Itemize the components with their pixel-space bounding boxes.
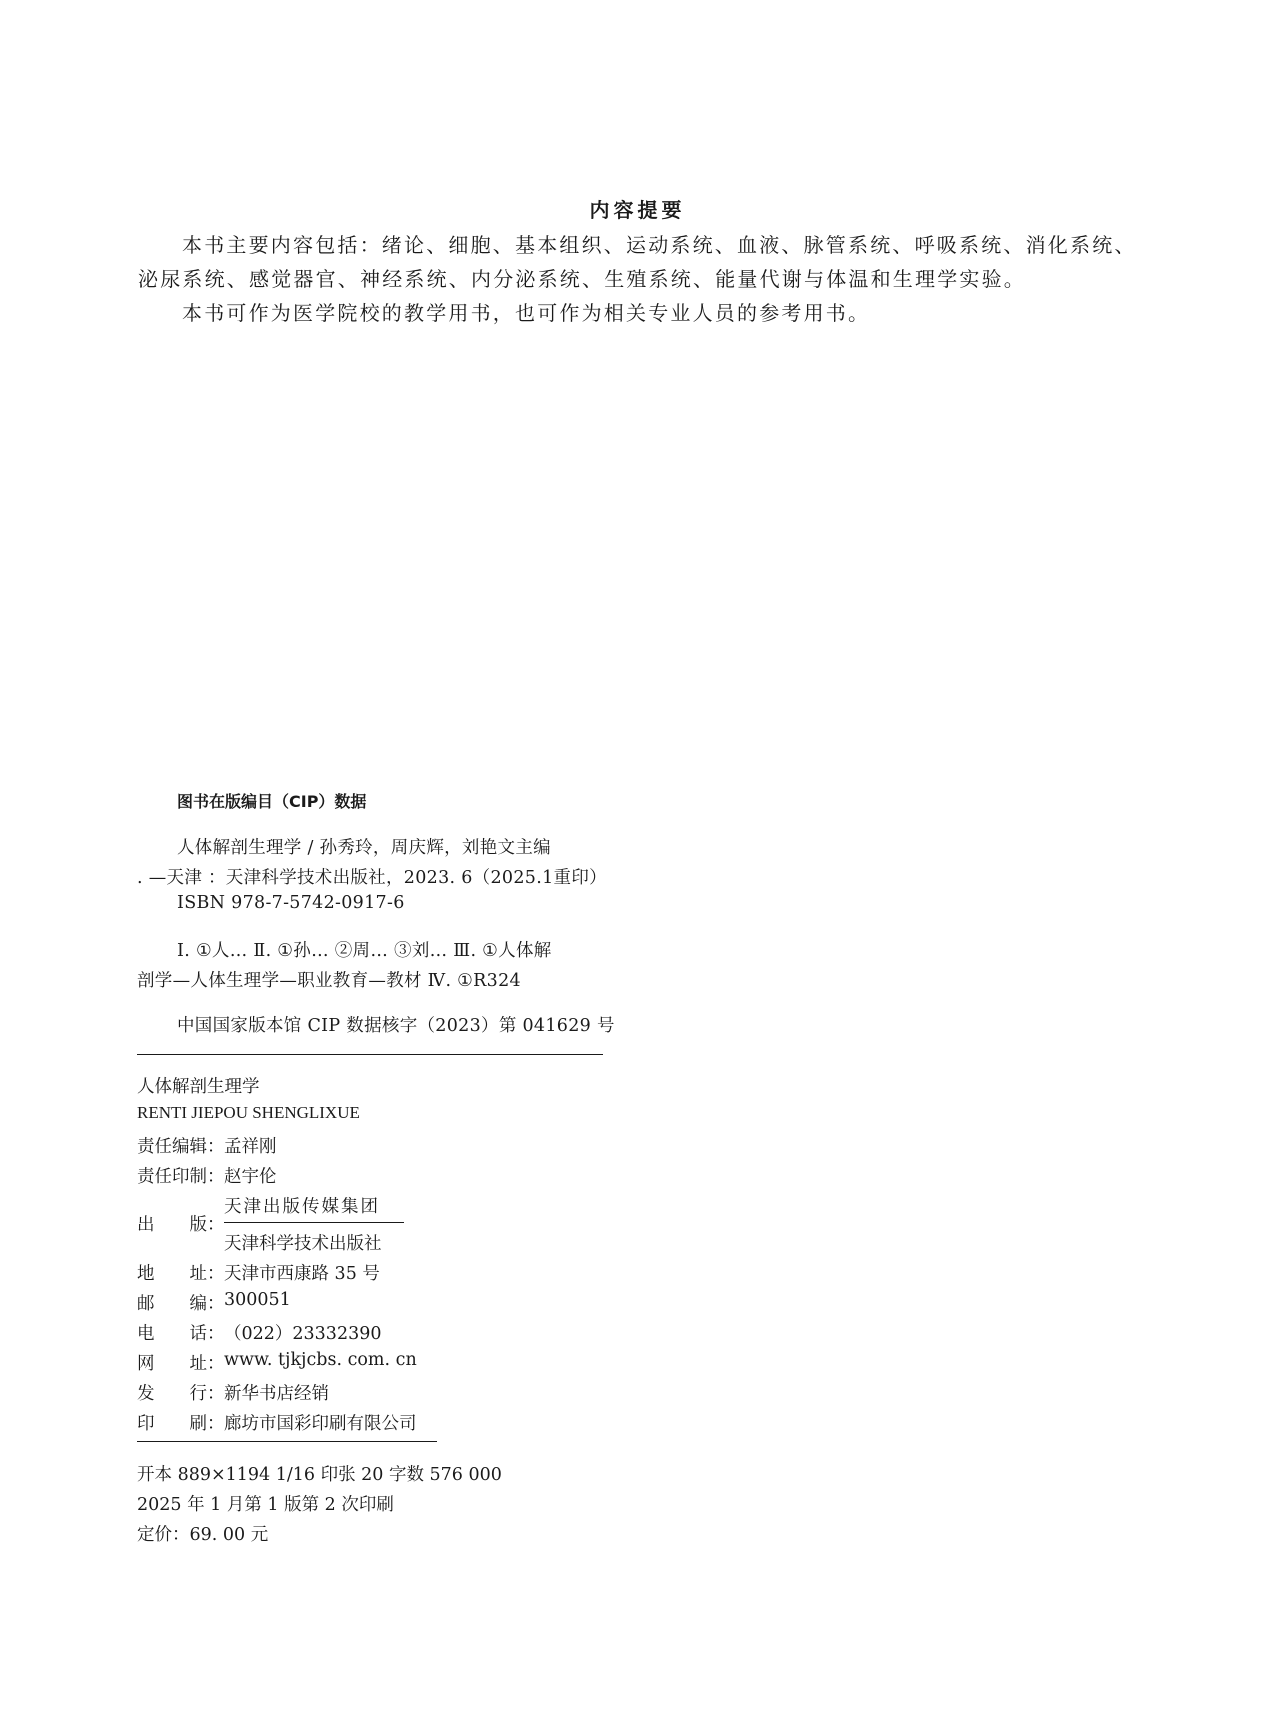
divider <box>137 1054 603 1055</box>
book-title: 人体解剖生理学 <box>137 1077 260 1097</box>
summary-line: 本书主要内容包括：绪论、细胞、基本组织、运动系统、血液、脉管系统、呼吸系统、消化系统、 <box>182 233 1137 257</box>
cip-line: 剖学—人体生理学—职业教育—教材 Ⅳ. ①R324 <box>137 971 521 991</box>
printing-value: 廊坊市国彩印刷有限公司 <box>224 1414 417 1434</box>
publisher-group: 天津出版传媒集团 <box>224 1197 380 1217</box>
summary-line: 本书可作为医学院校的教学用书，也可作为相关专业人员的参考用书。 <box>182 301 871 325</box>
editor-value: 孟祥刚 <box>224 1137 277 1157</box>
divider <box>137 1441 437 1442</box>
distribution-value: 新华书店经销 <box>224 1384 329 1404</box>
cip-line: . —天津 ：天津科学技术出版社，2023. 6（2025.1重印） <box>137 868 607 888</box>
summary-title: 内容提要 <box>589 198 686 222</box>
printer-label: 责任印制： <box>137 1167 225 1187</box>
book-pinyin: RENTI JIEPOU SHENGLIXUE <box>137 1103 360 1122</box>
cip-line: Ⅰ. ①人… Ⅱ. ①孙… ②周… ③刘… Ⅲ. ①人体解 <box>177 941 552 961</box>
printing-label: 印 刷： <box>137 1414 225 1434</box>
publisher-label: 出 版： <box>137 1215 225 1235</box>
publisher-divider <box>224 1222 404 1223</box>
publisher-name: 天津科学技术出版社 <box>224 1234 382 1254</box>
address-value: 天津市西康路 35 号 <box>224 1264 380 1284</box>
postcode-value: 300051 <box>224 1290 291 1310</box>
edition-info: 2025 年 1 月第 1 版第 2 次印刷 <box>137 1495 394 1515</box>
website-value: www. tjkjcbs. com. cn <box>224 1350 417 1370</box>
phone-label: 电 话： <box>137 1324 225 1344</box>
editor-label: 责任编辑： <box>137 1137 225 1157</box>
cip-line: 人体解剖生理学 / 孙秀玲，周庆辉，刘艳文主编 <box>177 838 551 858</box>
distribution-label: 发 行： <box>137 1384 225 1404</box>
summary-line: 泌尿系统、感觉器官、神经系统、内分泌系统、生殖系统、能量代谢与体温和生理学实验。 <box>138 267 1026 291</box>
cip-title: 图书在版编目（CIP）数据 <box>177 792 367 811</box>
cip-record-number: 中国国家版本馆 CIP 数据核字（2023）第 041629 号 <box>177 1016 615 1036</box>
printer-value: 赵宇伦 <box>224 1167 277 1187</box>
postcode-label: 邮 编： <box>137 1294 225 1314</box>
phone-value: （022）23332390 <box>224 1324 382 1344</box>
cip-isbn: ISBN 978-7-5742-0917-6 <box>177 893 405 913</box>
address-label: 地 址： <box>137 1264 225 1284</box>
website-label: 网 址： <box>137 1354 225 1374</box>
price: 定价：69. 00 元 <box>137 1525 269 1545</box>
format-specs: 开本 889×1194 1/16 印张 20 字数 576 000 <box>137 1465 502 1485</box>
